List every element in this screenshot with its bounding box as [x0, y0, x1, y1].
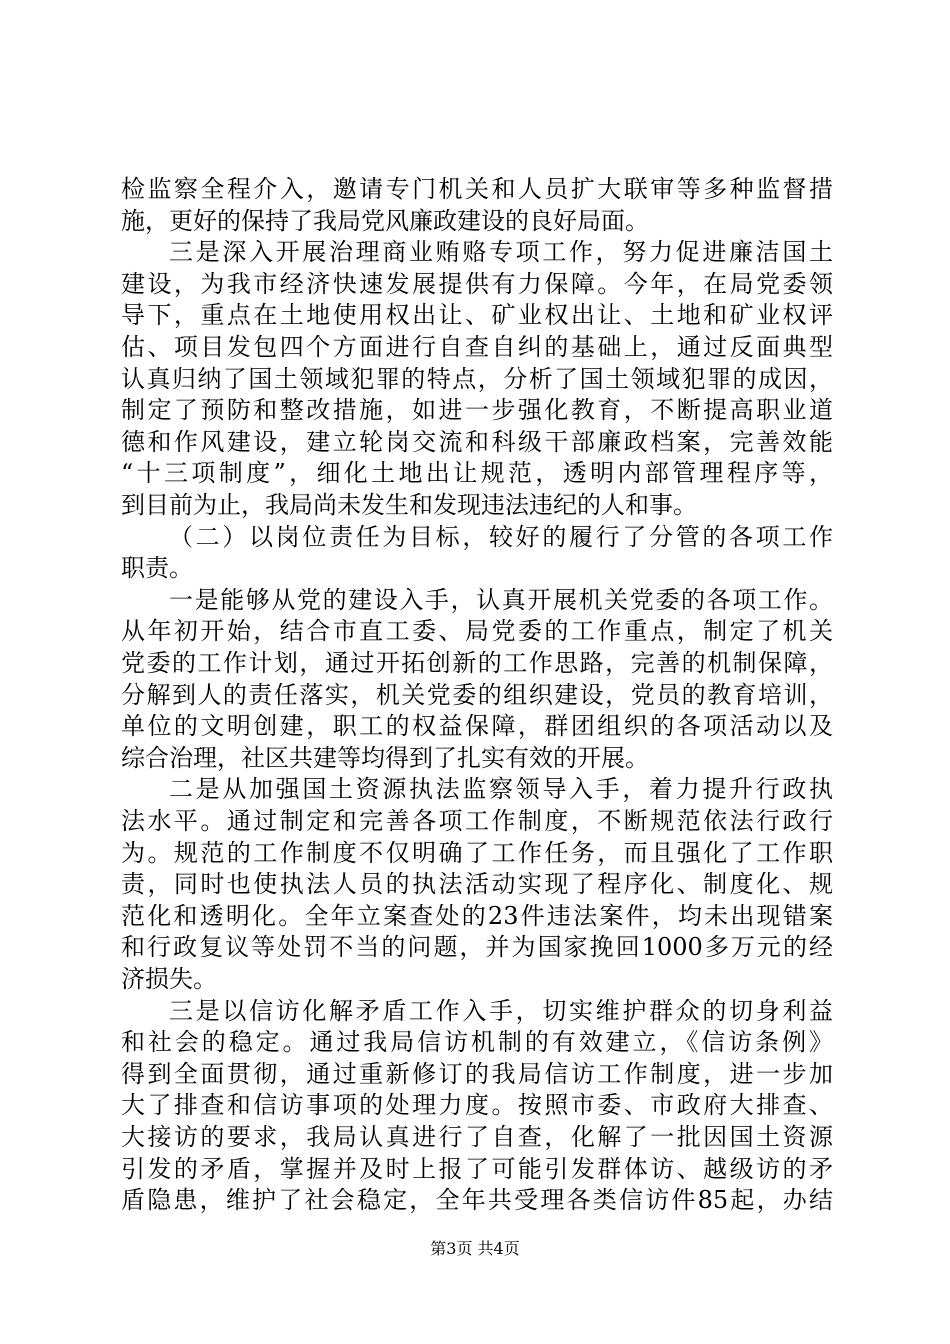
text-line: 分解到人的责任落实，机关党委的组织建设，党员的教育培训，: [121, 680, 833, 709]
text-line: 制定了预防和整改措施，如进一步强化教育，不断提高职业道: [121, 396, 833, 425]
text-line: 引发的矛盾，掌握并及时上报了可能引发群体访、越级访的矛: [121, 1154, 833, 1183]
page-footer: 第3页 共4页: [430, 1239, 520, 1258]
text-line: 大接访的要求，我局认真进行了自查，化解了一批因国土资源: [121, 1123, 833, 1151]
text-line: 得到全面贯彻，通过重新修订的我局信访工作制度，进一步加: [121, 1059, 833, 1088]
text-line: 单位的文明创建，职工的权益保障，群团组织的各项活动以及: [121, 712, 833, 741]
text-line: 估、项目发包四个方面进行自查自纠的基础上，通过反面典型: [121, 333, 833, 361]
text-line: 职责。: [121, 554, 193, 583]
text-line: 综合治理，社区共建等均得到了扎实有效的开展。: [121, 743, 649, 772]
text-line: 党委的工作计划，通过开拓创新的工作思路，完善的机制保障，: [121, 649, 833, 677]
text-line: 到目前为止，我局尚未发生和发现违法违纪的人和事。: [121, 491, 697, 519]
text-line: 法水平。通过制定和完善各项工作制度，不断规范依法行政行: [121, 807, 833, 835]
text-line: 导下，重点在土地使用权出让、矿业权出让、土地和矿业权评: [121, 301, 833, 330]
text-line: 建设，为我市经济快速发展提供有力保障。今年，在局党委领: [121, 269, 833, 298]
text-line: 施，更好的保持了我局党风廉政建设的良好局面。: [121, 206, 649, 235]
text-line: 德和作风建设，建立轮岗交流和科级干部廉政档案，完善效能: [121, 427, 833, 456]
text-line: 二是从加强国土资源执法监察领导入手，着力提升行政执: [169, 775, 833, 804]
text-line: 三是深入开展治理商业贿赂专项工作，努力促进廉洁国土: [169, 238, 833, 267]
text-line: 盾隐患，维护了社会稳定，全年共受理各类信访件85起，办结: [121, 1186, 833, 1215]
text-line: 和社会的稳定。通过我局信访机制的有效建立，《信访条例》: [121, 1028, 833, 1057]
text-line: 认真归纳了国土领域犯罪的特点，分析了国土领域犯罪的成因，: [121, 364, 833, 393]
text-line: 责，同时也使执法人员的执法活动实现了程序化、制度化、规: [121, 870, 833, 899]
text-line: 为。规范的工作制度不仅明确了工作任务，而且强化了工作职: [121, 838, 833, 867]
text-line: 三是以信访化解矛盾工作入手，切实维护群众的切身利益: [169, 996, 833, 1025]
text-line: 检监察全程介入，邀请专门机关和人员扩大联审等多种监督措: [121, 175, 833, 203]
text-line: 济损失。: [121, 965, 217, 993]
text-line: 范化和透明化。全年立案查处的23件违法案件，均未出现错案: [121, 901, 833, 930]
text-line: “十三项制度”，细化土地出让规范，透明内部管理程序等，: [121, 459, 833, 488]
text-line: 从年初开始，结合市直工委、局党委的工作重点，制定了机关: [121, 617, 833, 646]
text-line: 一是能够从党的建设入手，认真开展机关党委的各项工作。: [169, 585, 833, 614]
text-line: （二）以岗位责任为目标，较好的履行了分管的各项工作: [169, 522, 833, 551]
text-line: 大了排查和信访事项的处理力度。按照市委、市政府大排查、: [121, 1091, 833, 1120]
text-line: 和行政复议等处罚不当的问题，并为国家挽回1000多万元的经: [121, 933, 833, 962]
